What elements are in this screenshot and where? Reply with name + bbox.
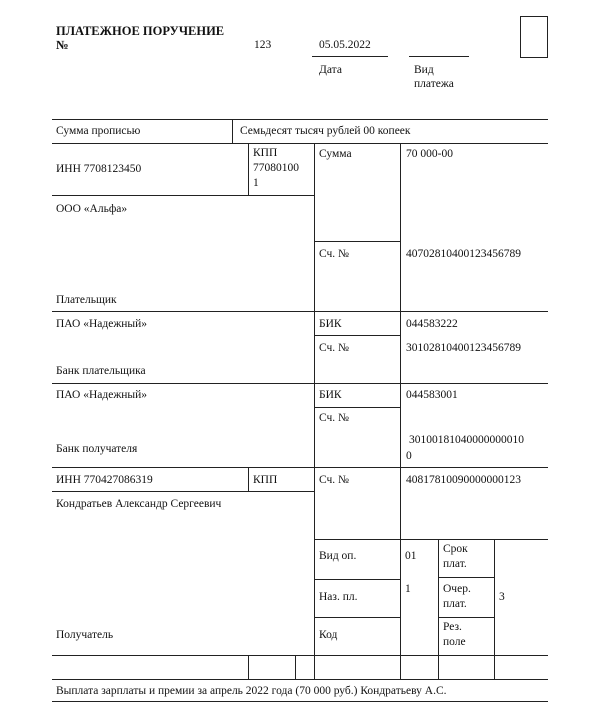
term-underline <box>438 577 494 578</box>
op-type-value: 01 <box>405 550 417 562</box>
term-label-1: Срок <box>443 543 468 555</box>
recipient-label: Получатель <box>56 629 114 641</box>
codes-divider-a <box>400 539 401 679</box>
document-number: 123 <box>254 39 272 51</box>
payer-account: 40702810400123456789 <box>406 248 521 260</box>
payer-bank-bik-label: БИК <box>319 318 342 330</box>
recipient-inn-underline <box>52 491 314 492</box>
order-label-2: плат. <box>443 598 467 610</box>
recipient-bank-value-divider <box>400 383 401 467</box>
form-code-box <box>520 16 548 58</box>
payer-bank-top-line <box>52 311 548 312</box>
payer-value-divider <box>400 143 401 311</box>
recipient-bank-label: Банк получателя <box>56 443 138 455</box>
purpose-bottom-line <box>52 701 548 702</box>
date-label: Дата <box>319 64 342 76</box>
recipient-kpp-label: КПП <box>253 474 278 486</box>
purpose-label: Наз. пл. <box>319 591 358 603</box>
order-underline <box>438 617 494 618</box>
recipient-bank-account-line2: 0 <box>406 450 412 462</box>
payer-bank-name: ПАО «Надежный» <box>56 318 148 330</box>
recipient-account-value-divider <box>400 467 401 539</box>
recipient-bank-name: ПАО «Надежный» <box>56 389 148 401</box>
code-label: Код <box>319 629 338 641</box>
payer-mid-divider <box>314 143 315 311</box>
sum-value: 70 000-00 <box>406 148 453 160</box>
recipient-name: Кондратьев Александр Сергеевич <box>56 498 222 510</box>
payment-purpose: Выплата зарплаты и премии за апрель 2022 года (70 000 руб.) Кондратьеву А.С. <box>56 685 447 697</box>
recipient-bank-account-line1: 30100181040000000010 <box>409 434 524 446</box>
op-type-label: Вид оп. <box>319 550 357 562</box>
document-date: 05.05.2022 <box>319 39 371 51</box>
number-label: № <box>56 38 69 52</box>
optype-underline <box>314 579 400 580</box>
payer-inn: ИНН 7708123450 <box>56 163 142 175</box>
payer-top-line <box>52 143 548 144</box>
recipient-account: 40817810090000000123 <box>406 474 521 486</box>
bottom-cell-divider-2 <box>295 655 296 679</box>
amount-words-value: Семьдесят тысяч рублей 00 копеек <box>240 125 411 137</box>
term-label-2: плат. <box>443 558 467 570</box>
amount-words-label: Сумма прописью <box>56 125 141 137</box>
payer-bank-value-divider <box>400 311 401 383</box>
payer-label: Плательщик <box>56 294 117 306</box>
recipient-mid-divider <box>314 467 315 679</box>
purpose-code-value: 1 <box>405 583 411 595</box>
recipient-kpp-divider-left <box>248 467 249 491</box>
amount-words-top-line <box>52 119 548 120</box>
payer-name: ООО «Альфа» <box>56 203 128 215</box>
recipient-inn: ИНН 770427086319 <box>56 474 153 486</box>
res-label-2: поле <box>443 636 466 648</box>
recipient-bank-top-line <box>52 383 548 384</box>
payer-inn-underline <box>52 195 314 196</box>
payment-type-underline <box>409 56 469 57</box>
recipient-account-underline <box>314 539 548 540</box>
codes-divider-b <box>438 539 439 679</box>
payer-bank-mid-divider <box>314 311 315 383</box>
order-label-1: Очер. <box>443 583 471 595</box>
payer-kpp-divider-left <box>248 143 249 195</box>
payer-kpp-line2: 1 <box>253 177 259 189</box>
payer-kpp-line1: 77080100 <box>253 162 299 174</box>
payment-type-label-1: Вид <box>414 64 434 76</box>
order-value: 3 <box>499 591 505 603</box>
date-underline <box>312 56 388 57</box>
payer-bank-account: 30102810400123456789 <box>406 342 521 354</box>
payment-type-label-2: платежа <box>414 78 454 90</box>
recipient-bank-bik-underline <box>314 407 400 408</box>
bottom-row-bottom-line <box>52 679 548 680</box>
recipient-top-line <box>52 467 548 468</box>
payer-account-label: Сч. № <box>319 248 350 260</box>
codes-divider-c <box>494 539 495 679</box>
payer-bank-bik-underline <box>314 335 400 336</box>
recipient-bank-bik-label: БИК <box>319 389 342 401</box>
sum-label: Сумма <box>319 148 352 160</box>
bottom-cell-divider-1 <box>248 655 249 679</box>
recipient-bank-mid-divider <box>314 383 315 467</box>
recipient-account-label: Сч. № <box>319 474 350 486</box>
payer-sum-underline <box>314 241 400 242</box>
payer-bank-bik: 044583222 <box>406 318 458 330</box>
recipient-bank-account-label: Сч. № <box>319 412 350 424</box>
recipient-bank-bik: 044583001 <box>406 389 458 401</box>
document-title: ПЛАТЕЖНОЕ ПОРУЧЕНИЕ <box>56 24 225 38</box>
res-label-1: Рез. <box>443 621 462 633</box>
bottom-row-top-line <box>52 655 548 656</box>
payer-bank-account-label: Сч. № <box>319 342 350 354</box>
payer-kpp-label: КПП <box>253 147 278 159</box>
payer-bank-label: Банк плательщика <box>56 365 146 377</box>
amount-words-divider <box>232 119 233 143</box>
purpose-underline <box>314 617 400 618</box>
